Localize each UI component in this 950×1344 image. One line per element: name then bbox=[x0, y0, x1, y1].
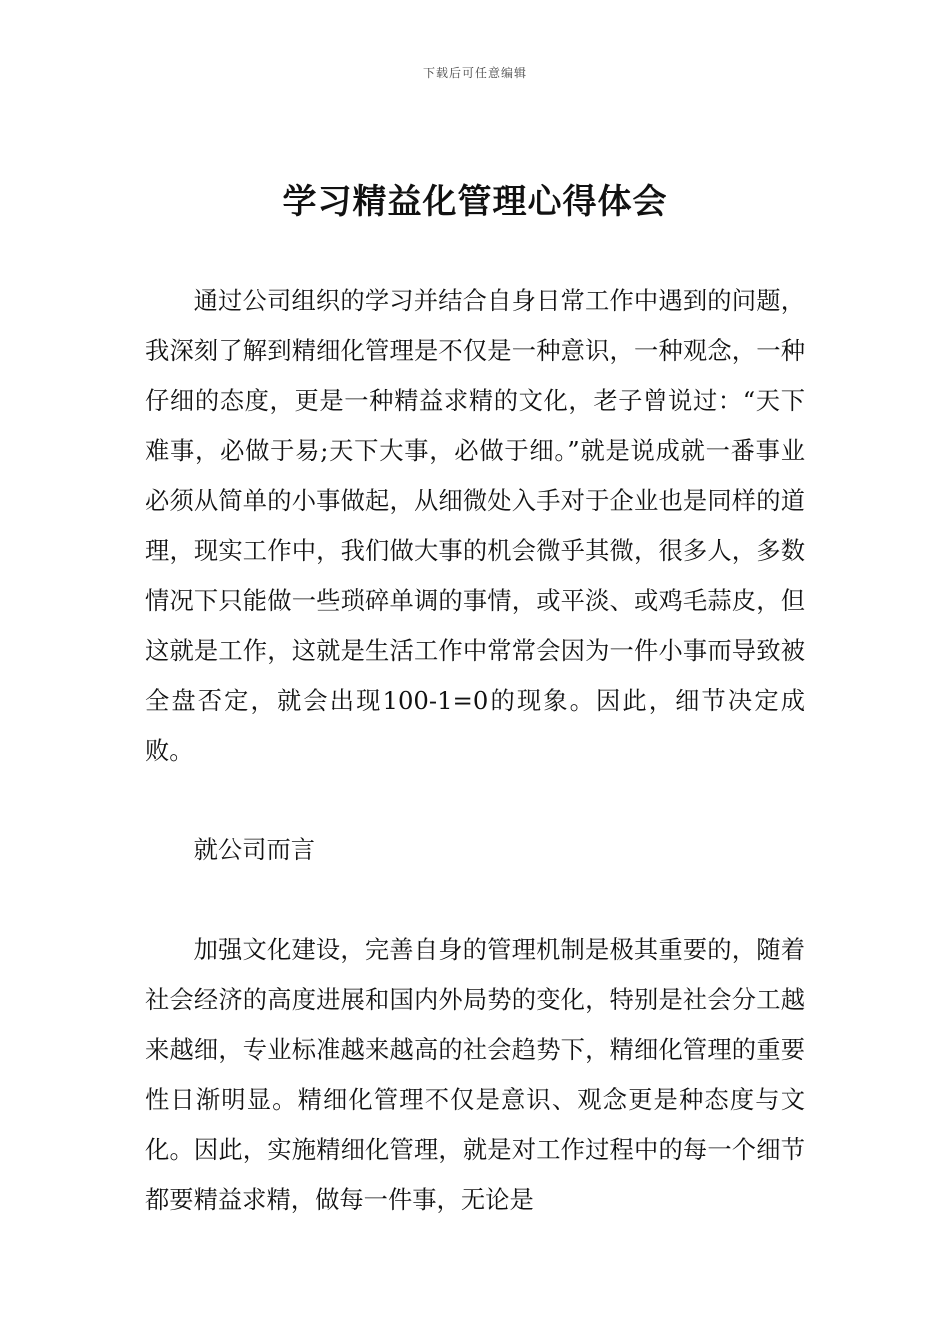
page-header-note: 下载后可任意编辑 bbox=[422, 66, 527, 80]
section-heading-company: 就公司而言 bbox=[193, 835, 316, 864]
page-title: 学习精益化管理心得体会 bbox=[282, 182, 668, 222]
body-paragraph-1: 通过公司组织的学习并结合自身日常工作中遇到的问题，我深刻了解到精细化管理是不仅是一种意识，一种观念，一种仔细的态度，更是一种精益求精的文化，老子曾说过：“天下难事，必做于易;天下大事，必做于细。”就是说成就一番事业必须从简单的小事做起，从细微处入手对于企业也是同样的道理，现实工作中，我们做大事的机会微乎其微，很多人，多数情况下只能做一些琐碎单调的事情，或平淡、或鸡毛蒜皮，但这就是工作，这就是生活工作中常常会因为一件小事而导致被全盘否定，就会出现100-1=0的现象。因此，细节决定成败。 bbox=[145, 286, 805, 765]
body-paragraph-2: 加强文化建设，完善自身的管理机制是极其重要的，随着社会经济的高度进展和国内外局势的变化，特别是社会分工越来越细，专业标准越来越高的社会趋势下，精细化管理的重要性日渐明显。精细化管理不仅是意识、观念更是种态度与文化。因此，实施精细化管理，就是对工作过程中的每一个细节都要精益求精，做每一件事，无论是 bbox=[145, 935, 805, 1214]
